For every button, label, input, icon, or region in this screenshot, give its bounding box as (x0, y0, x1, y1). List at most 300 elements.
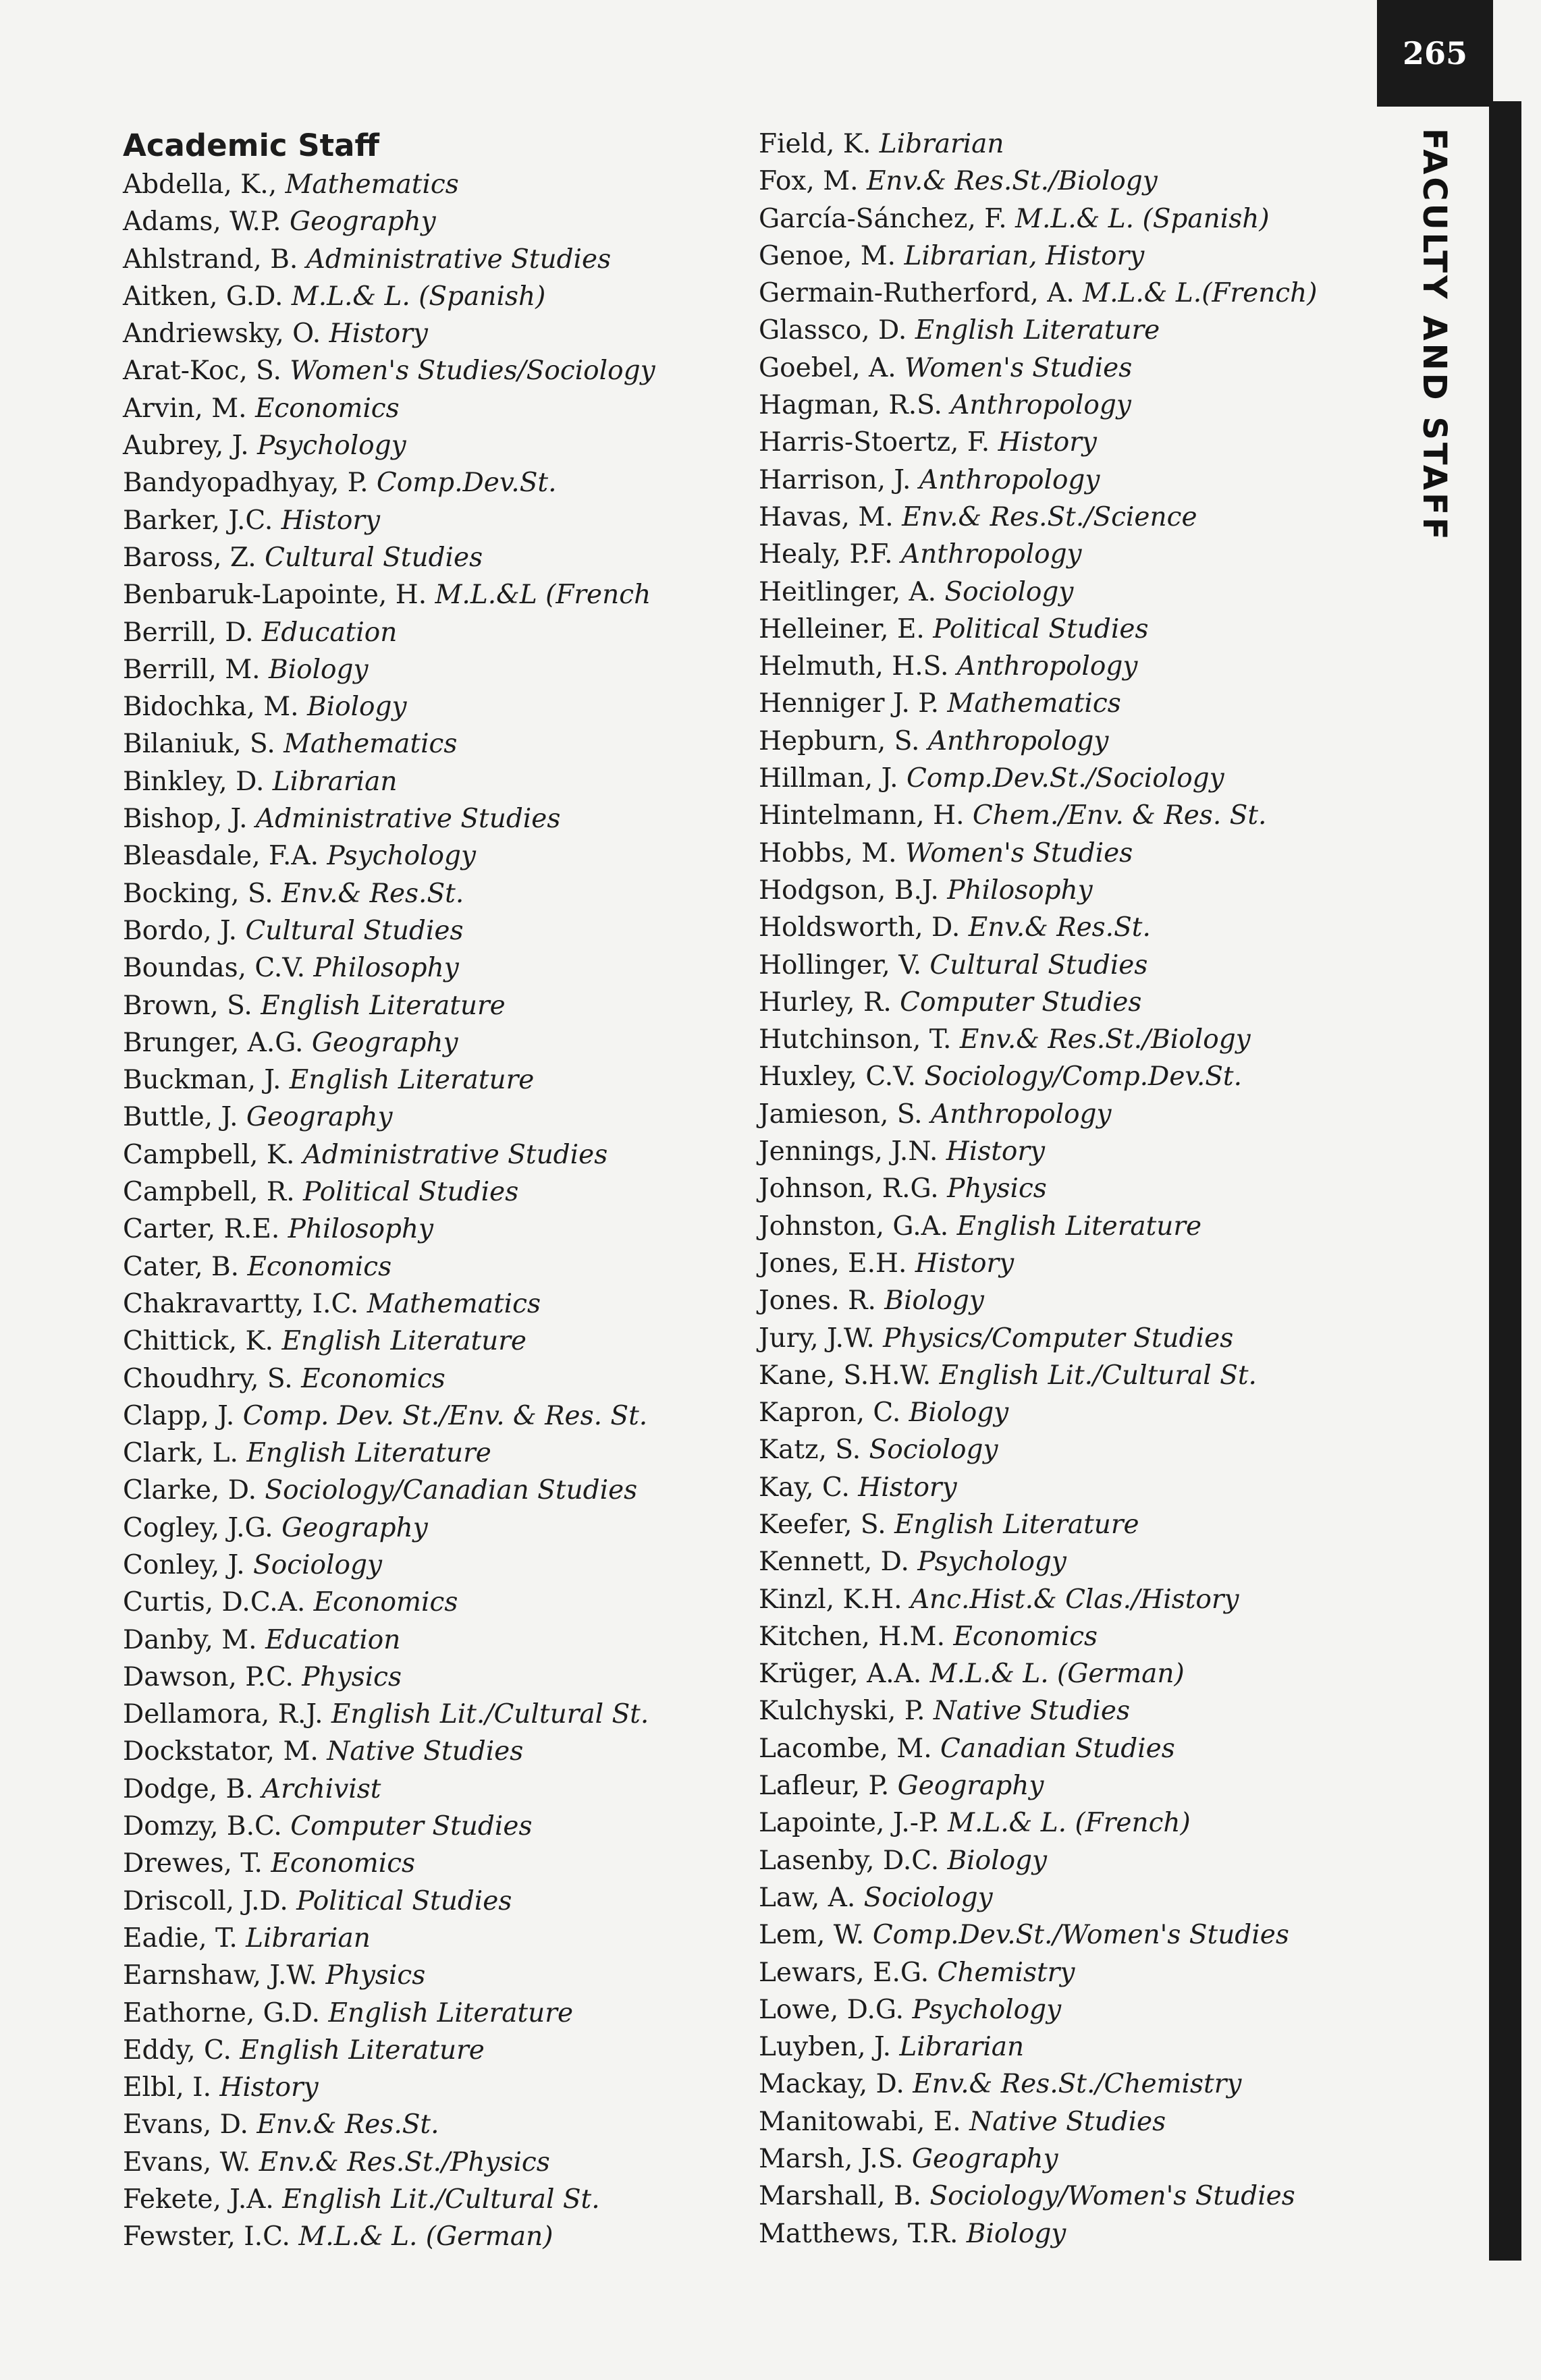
staff-department: Librarian, History (904, 240, 1145, 271)
staff-entry (123, 987, 655, 1024)
staff-department: Env.& Res.St. (968, 912, 1151, 943)
staff-department: Economics (254, 393, 400, 424)
staff-name: Jones, E.H. (759, 1248, 915, 1279)
staff-name: Kinzl, K.H. (759, 1584, 911, 1615)
staff-name: Fewster, I.C. (123, 2221, 299, 2252)
staff-entry (123, 539, 655, 576)
staff-entry (759, 685, 1317, 722)
staff-name: Lafleur, P. (759, 1771, 898, 1802)
staff-name: Bocking, S. (123, 878, 282, 909)
staff-name: Law, A. (759, 1882, 864, 1913)
staff-entry (123, 576, 655, 613)
staff-department: History (946, 1136, 1046, 1167)
staff-department: Cultural Studies (929, 949, 1148, 980)
staff-name: Hillman, J. (759, 763, 907, 794)
staff-name: Dellamora, R.J. (123, 1699, 331, 1730)
staff-department: Archivist (262, 1773, 381, 1804)
staff-entry (123, 2144, 655, 2181)
staff-entry (123, 166, 655, 203)
staff-name: Matthews, T.R. (759, 2218, 967, 2249)
staff-department: M.L.& L. (Spanish) (291, 281, 546, 312)
staff-name: Henniger J. P. (759, 688, 948, 719)
staff-entry (123, 688, 655, 725)
staff-department: Librarian (899, 2032, 1025, 2063)
staff-department: Education (261, 617, 398, 648)
staff-entry (123, 837, 655, 875)
staff-department: Economics (313, 1587, 458, 1618)
staff-department: Psychology (327, 841, 477, 872)
staff-department: M.L.& L.(French) (1083, 278, 1318, 309)
staff-name: Keefer, S. (759, 1509, 895, 1540)
staff-entry (123, 1659, 655, 1696)
staff-name: Fox, M. (759, 166, 867, 197)
staff-department: English Literature (246, 1438, 491, 1469)
staff-name: Helleiner, E. (759, 613, 934, 644)
staff-entry (759, 835, 1317, 872)
staff-name: Kapron, C. (759, 1397, 909, 1429)
staff-entry (123, 1584, 655, 1621)
staff-name: García-Sánchez, F. (759, 203, 1016, 234)
staff-department: Philosophy (313, 953, 459, 984)
staff-name: Berrill, D. (123, 617, 262, 648)
staff-entry (759, 387, 1317, 424)
staff-department: Sociology (944, 576, 1074, 607)
staff-department: Physics (302, 1661, 402, 1692)
staff-entry (759, 1804, 1317, 1842)
staff-name: Jones. R. (759, 1285, 885, 1317)
staff-name: Arat-Koc, S. (123, 356, 290, 387)
staff-name: Arvin, M. (123, 393, 255, 424)
staff-name: Berrill, M. (123, 654, 269, 685)
staff-name: Buckman, J. (123, 1065, 290, 1096)
staff-entry (759, 1916, 1317, 1954)
staff-name: Kitchen, H.M. (759, 1621, 954, 1652)
staff-department: Economics (271, 1848, 416, 1879)
staff-name: Danby, M. (123, 1624, 265, 1655)
staff-column-left (123, 166, 655, 2256)
staff-department: Sociology (863, 1882, 993, 1913)
staff-department: Anthropology (900, 539, 1082, 570)
staff-department: Native Studies (327, 1736, 524, 1767)
staff-name: Lem, W. (759, 1920, 873, 1951)
section-edge-bar (1489, 101, 1521, 2261)
staff-entry (123, 1248, 655, 1285)
staff-department: Economics (247, 1251, 392, 1282)
staff-name: Drewes, T. (123, 1848, 271, 1879)
staff-name: Aitken, G.D. (123, 281, 292, 312)
staff-entry (759, 2028, 1317, 2066)
staff-entry (759, 1506, 1317, 1543)
section-title-vertical (1384, 128, 1485, 543)
staff-name: Barker, J.C. (123, 505, 281, 536)
staff-entry (123, 2106, 655, 2143)
staff-name: Eddy, C. (123, 2035, 240, 2066)
staff-department: History (915, 1248, 1015, 1279)
staff-name: Bandyopadhyay, P. (123, 468, 377, 499)
staff-name: Evans, D. (123, 2109, 257, 2140)
staff-department: History (998, 427, 1097, 458)
staff-department: Env.& Res.St./Physics (259, 2147, 550, 2178)
staff-name: Hodgson, B.J. (759, 875, 948, 906)
staff-department: Comp.Dev.St./Sociology (906, 763, 1224, 794)
staff-entry (759, 611, 1317, 648)
staff-entry (123, 614, 655, 651)
staff-department: Env.& Res.St. (281, 878, 464, 909)
staff-department: Women's Studies (904, 352, 1133, 383)
staff-name: Healy, P.F. (759, 539, 901, 570)
staff-department: Philosophy (288, 1214, 434, 1245)
staff-name: Lewars, E.G. (759, 1957, 938, 1988)
staff-entry (123, 651, 655, 688)
staff-entry (123, 1211, 655, 1248)
staff-entry (759, 238, 1317, 275)
staff-department: History (329, 319, 428, 350)
staff-department: Biology (966, 2218, 1066, 2249)
staff-name: Bilaniuk, S. (123, 729, 284, 760)
staff-entry (123, 1696, 655, 1733)
staff-department: M.L.&L (French (435, 580, 651, 611)
staff-department: M.L.& L. (Spanish) (1015, 203, 1270, 234)
staff-name: Harris-Stoertz, F. (759, 427, 998, 458)
staff-department: Cultural Studies (245, 915, 464, 946)
staff-name: Hepburn, S. (759, 725, 928, 756)
staff-entry (759, 126, 1317, 163)
staff-entry (123, 725, 655, 763)
staff-entry (123, 1957, 655, 1994)
staff-department: Comp.Dev.St./Women's Studies (872, 1920, 1289, 1951)
staff-name: Chittick, K. (123, 1326, 282, 1357)
staff-entry (759, 1357, 1317, 1394)
staff-entry (123, 2181, 655, 2218)
staff-name: Driscoll, J.D. (123, 1885, 297, 1916)
staff-department: Political Studies (296, 1885, 512, 1916)
staff-name: Curtis, D.C.A. (123, 1587, 314, 1618)
staff-entry (759, 1767, 1317, 1804)
staff-name: Hutchinson, T. (759, 1024, 960, 1055)
staff-name: Hagman, R.S. (759, 390, 951, 421)
staff-entry (759, 648, 1317, 685)
staff-entry (123, 1845, 655, 1882)
page-number: 265 (1402, 35, 1468, 72)
staff-name: Clark, L. (123, 1438, 247, 1469)
staff-entry (123, 1173, 655, 1211)
staff-entry (759, 1096, 1317, 1133)
staff-department: Physics (947, 1173, 1047, 1205)
staff-department: Psychology (912, 1994, 1062, 2025)
staff-entry (123, 278, 655, 315)
staff-entry (759, 1469, 1317, 1506)
staff-department: M.L.& L. (German) (929, 1659, 1185, 1690)
staff-entry (123, 241, 655, 278)
staff-name: Clapp, J. (123, 1400, 243, 1431)
staff-department: English Literature (261, 990, 506, 1021)
staff-name: Harrison, J. (759, 464, 919, 495)
staff-name: Abdella, K., (123, 169, 286, 200)
staff-entry (759, 2066, 1317, 2103)
staff-name: Marshall, B. (759, 2181, 930, 2212)
staff-department: Biology (268, 654, 369, 685)
staff-department: Anthropology (950, 390, 1131, 421)
staff-department: Mathematics (367, 1288, 541, 1319)
staff-department: Comp.Dev.St. (376, 468, 557, 499)
staff-entry (759, 1618, 1317, 1655)
staff-entry (123, 912, 655, 949)
staff-entry (123, 2218, 655, 2255)
staff-department: Computer Studies (290, 1811, 533, 1842)
staff-entry (759, 462, 1317, 499)
staff-department: Native Studies (933, 1696, 1130, 1727)
staff-name: Hollinger, V. (759, 949, 930, 980)
staff-department: Anthropology (930, 1099, 1112, 1130)
staff-name: Holdsworth, D. (759, 912, 969, 943)
staff-name: Andriewsky, O. (123, 319, 329, 350)
staff-name: Hurley, R. (759, 987, 900, 1018)
staff-entry (759, 1655, 1317, 1692)
staff-department: Native Studies (969, 2106, 1166, 2137)
staff-entry (759, 1991, 1317, 2028)
staff-name: Brunger, A.G. (123, 1027, 312, 1058)
staff-name: Katz, S. (759, 1435, 869, 1466)
staff-department: English Literature (328, 1997, 574, 2028)
staff-name: Luyben, J. (759, 2032, 900, 2063)
staff-entry (759, 163, 1317, 200)
staff-department: Biology (306, 692, 407, 723)
staff-entry (123, 502, 655, 539)
staff-entry (759, 1581, 1317, 1618)
staff-department: Chemistry (937, 1957, 1075, 1988)
staff-name: Krüger, A.A. (759, 1659, 930, 1690)
staff-entry (759, 909, 1317, 946)
staff-department: Geography (311, 1027, 458, 1058)
staff-name: Cater, B. (123, 1251, 248, 1282)
staff-name: Havas, M. (759, 501, 902, 532)
staff-department: Philosophy (947, 875, 1093, 906)
staff-entry (123, 875, 655, 912)
staff-department: Psychology (917, 1547, 1066, 1578)
staff-department: Env.& Res.St./Science (902, 501, 1197, 532)
staff-department: Geography (911, 2144, 1058, 2175)
staff-entry (123, 1099, 655, 1136)
staff-name: Bidochka, M. (123, 692, 307, 723)
staff-entry (123, 2032, 655, 2069)
staff-entry (123, 1360, 655, 1397)
staff-department: Sociology/Comp.Dev.St. (924, 1061, 1242, 1092)
staff-department: Cultural Studies (265, 542, 483, 573)
staff-department: Women's Studies (904, 837, 1133, 868)
staff-entry (123, 1808, 655, 1845)
staff-department: Env.& Res.St./Biology (959, 1024, 1251, 1055)
staff-name: Jury, J.W. (759, 1323, 884, 1354)
staff-name: Buttle, J. (123, 1102, 246, 1133)
staff-entry (123, 1472, 655, 1509)
staff-department: Administrative Studies (302, 1139, 608, 1170)
staff-department: Chem./Env. & Res. St. (972, 800, 1267, 831)
staff-name: Dawson, P.C. (123, 1661, 302, 1692)
staff-entry (759, 1692, 1317, 1729)
staff-department: Mathematics (283, 729, 458, 760)
staff-department: English Literature (240, 2035, 485, 2066)
staff-name: Helmuth, H.S. (759, 651, 957, 682)
staff-name: Kulchyski, P. (759, 1696, 934, 1727)
staff-name: Ahlstrand, B. (123, 244, 306, 275)
staff-name: Manitowabi, E. (759, 2106, 970, 2137)
staff-department: Political Studies (933, 613, 1149, 644)
staff-department: Economics (301, 1363, 445, 1394)
staff-department: Women's Studies/Sociology (290, 356, 655, 387)
staff-department: Sociology (869, 1435, 998, 1466)
staff-entry (123, 1136, 655, 1173)
staff-name: Elbl, I. (123, 2072, 220, 2103)
staff-entry (123, 1510, 655, 1547)
staff-department: Physics/Computer Studies (883, 1323, 1234, 1354)
staff-department: Env.& Res.St./Biology (866, 166, 1158, 197)
staff-name: Glassco, D. (759, 315, 915, 346)
staff-entry (123, 1622, 655, 1659)
staff-department: Anthropology (919, 464, 1100, 495)
staff-department: Sociology/Women's Studies (929, 2181, 1295, 2212)
staff-department: English Literature (956, 1211, 1202, 1242)
staff-entry (759, 1842, 1317, 1879)
staff-name: Germain-Rutherford, A. (759, 278, 1083, 309)
staff-entry (123, 390, 655, 427)
staff-entry (759, 1320, 1317, 1357)
staff-name: Boundas, C.V. (123, 953, 314, 984)
staff-entry (759, 723, 1317, 760)
staff-entry (759, 200, 1317, 238)
staff-name: Hobbs, M. (759, 837, 905, 868)
staff-entry (759, 536, 1317, 573)
staff-department: Sociology/Canadian Studies (265, 1475, 638, 1506)
staff-name: Cogley, J.G. (123, 1512, 282, 1543)
staff-name: Bordo, J. (123, 915, 246, 946)
staff-department: Mathematics (947, 688, 1121, 719)
staff-name: Jamieson, S. (759, 1099, 931, 1130)
staff-column-right (759, 126, 1317, 2252)
staff-department: M.L.& L. (German) (298, 2221, 553, 2252)
staff-entry (759, 1021, 1317, 1058)
staff-department: Biology (909, 1397, 1009, 1429)
staff-department: Env.& Res.St./Chemistry (913, 2069, 1242, 2100)
staff-name: Huxley, C.V. (759, 1061, 925, 1092)
staff-department: Env.& Res.St. (256, 2109, 439, 2140)
staff-name: Genoe, M. (759, 240, 904, 271)
staff-name: Dockstator, M. (123, 1736, 327, 1767)
staff-name: Kane, S.H.W. (759, 1360, 940, 1391)
staff-entry (123, 1285, 655, 1323)
staff-department: Psychology (257, 431, 406, 462)
staff-entry (759, 872, 1317, 909)
staff-entry (123, 1995, 655, 2032)
staff-name: Aubrey, J. (123, 431, 258, 462)
staff-name: Lasenby, D.C. (759, 1845, 948, 1876)
staff-department: English Literature (281, 1326, 527, 1357)
staff-department: Administrative Studies (306, 244, 612, 275)
staff-department: M.L.& L. (French) (948, 1808, 1191, 1839)
staff-entry (759, 2178, 1317, 2215)
staff-entry (759, 760, 1317, 797)
staff-entry (123, 1323, 655, 1360)
staff-name: Field, K. (759, 129, 880, 159)
staff-entry (123, 1024, 655, 1061)
staff-department: English Literature (289, 1065, 535, 1096)
staff-name: Lowe, D.G. (759, 1994, 913, 2025)
staff-department: Mathematics (285, 169, 459, 200)
staff-entry (759, 424, 1317, 461)
staff-entry (123, 1061, 655, 1099)
staff-entry (759, 984, 1317, 1021)
staff-name: Dodge, B. (123, 1773, 263, 1804)
staff-department: History (281, 505, 380, 536)
staff-entry (759, 1058, 1317, 1095)
staff-entry (123, 949, 655, 987)
staff-department: Librarian (879, 129, 1004, 159)
staff-department: English Lit./Cultural St. (331, 1699, 649, 1730)
staff-entry (759, 1170, 1317, 1207)
staff-department: Physics (325, 1960, 426, 1991)
staff-entry (759, 797, 1317, 834)
page-number-tab (1377, 0, 1493, 107)
staff-name: Earnshaw, J.W. (123, 1960, 326, 1991)
staff-department: Anthropology (956, 651, 1138, 682)
staff-department: Political Studies (302, 1177, 519, 1208)
staff-entry (759, 1208, 1317, 1245)
staff-name: Benbaruk-Lapointe, H. (123, 580, 435, 611)
staff-department: Biology (884, 1285, 984, 1317)
staff-entry (759, 350, 1317, 387)
staff-entry (759, 574, 1317, 611)
staff-entry (123, 464, 655, 501)
staff-name: Eadie, T. (123, 1922, 246, 1954)
staff-department: History (858, 1472, 957, 1503)
staff-department: English Lit./Cultural St. (939, 1360, 1257, 1391)
staff-name: Adams, W.P. (123, 206, 290, 238)
staff-department: Librarian (272, 766, 398, 797)
staff-department: Geography (289, 206, 436, 238)
staff-entry (759, 2103, 1317, 2140)
staff-name: Goebel, A. (759, 352, 904, 383)
staff-name: Campbell, K. (123, 1139, 303, 1170)
staff-department: Biology (947, 1845, 1048, 1876)
staff-entry (759, 1245, 1317, 1282)
staff-name: Campbell, R. (123, 1177, 303, 1208)
staff-entry (759, 1954, 1317, 1991)
staff-entry (123, 1771, 655, 1808)
staff-name: Clarke, D. (123, 1475, 265, 1506)
staff-entry (759, 1543, 1317, 1580)
staff-entry (759, 1431, 1317, 1468)
staff-name: Hintelmann, H. (759, 800, 973, 831)
staff-department: Geography (246, 1102, 393, 1133)
staff-name: Marsh, J.S. (759, 2144, 912, 2175)
staff-name: Chakravartty, I.C. (123, 1288, 367, 1319)
staff-department: Anc.Hist.& Clas./History (910, 1584, 1239, 1615)
staff-department: English Literature (915, 315, 1160, 346)
staff-entry (123, 1920, 655, 1957)
staff-entry (759, 1394, 1317, 1431)
section-title: FACULTY AND STAFF (1415, 128, 1453, 543)
staff-department: Education (265, 1624, 401, 1655)
staff-department: Geography (281, 1512, 428, 1543)
staff-name: Carter, R.E. (123, 1214, 288, 1245)
staff-name: Heitlinger, A. (759, 576, 945, 607)
staff-name: Evans, W. (123, 2147, 259, 2178)
staff-entry (123, 1435, 655, 1472)
staff-entry (759, 1282, 1317, 1319)
staff-entry (759, 947, 1317, 984)
staff-department: Anthropology (927, 725, 1109, 756)
staff-department: Computer Studies (900, 987, 1142, 1018)
staff-department: English Lit./Cultural St. (282, 2184, 600, 2215)
